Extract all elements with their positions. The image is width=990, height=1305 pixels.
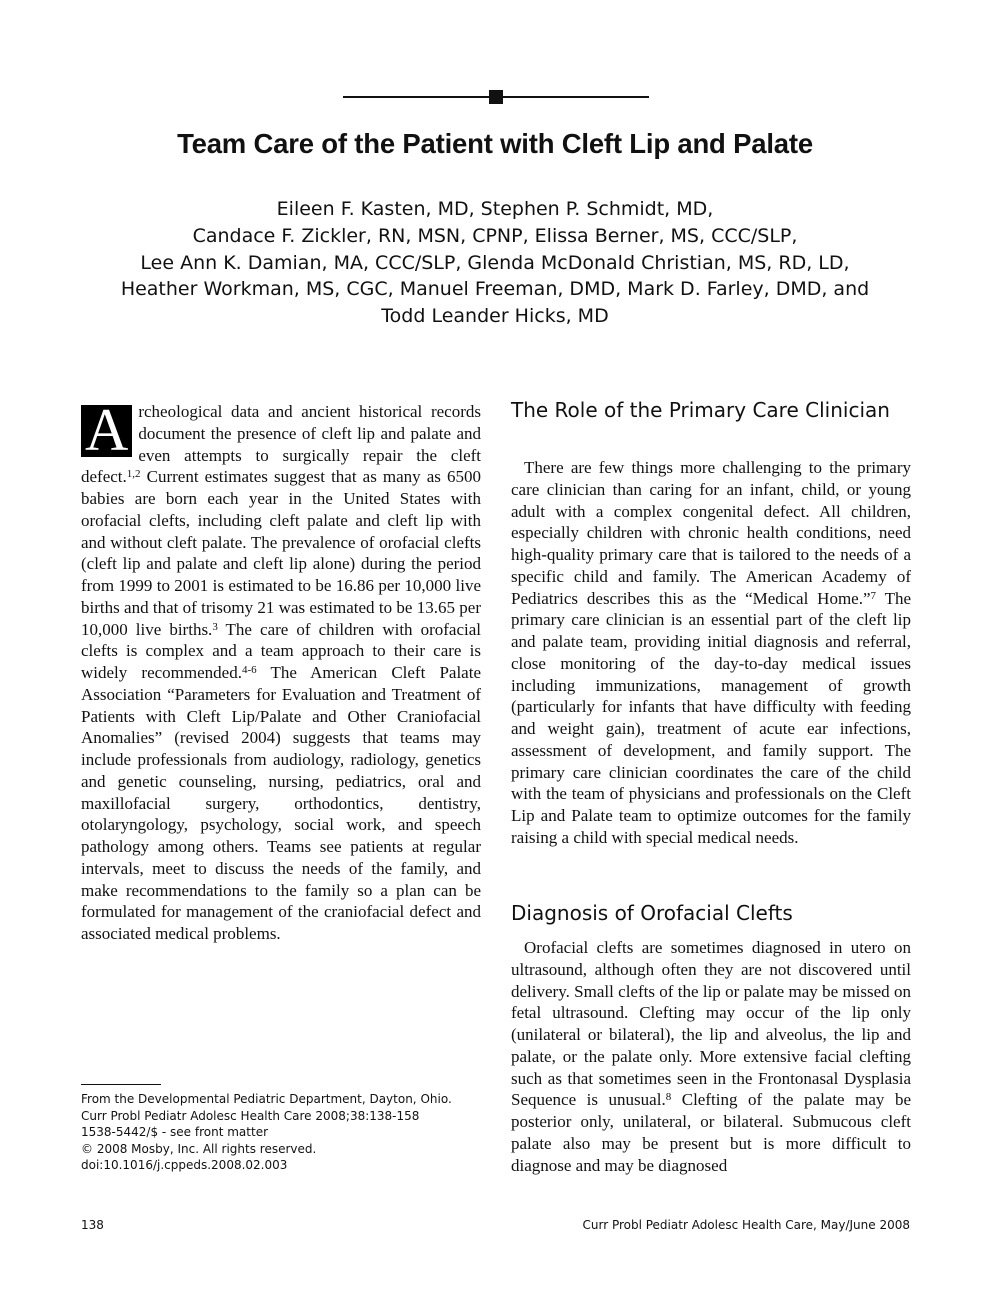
section-heading-diagnosis: Diagnosis of Orofacial Clefts bbox=[511, 901, 793, 925]
author-line: Lee Ann K. Damian, MA, CCC/SLP, Glenda McDonald Christian, MS, RD, LD, bbox=[140, 251, 850, 274]
intro-text: Current estimates suggest that as many as 6500 babies are born each year in the United States with orofacial clefts, including cleft palate and cleft lip with and without cleft palate. The prevalence of orofacial clefts (cleft lip and palate and cleft lip alone) during the period from 1999 to 2001 is estimated to be 16.86 per 10,000 live births and that of trisomy 21 was estimated to be 13.65 per 10,000 live births. bbox=[81, 467, 481, 639]
footnote-citation: Curr Probl Pediatr Adolesc Health Care 2008;38:138-158 bbox=[81, 1108, 420, 1123]
body-text: The primary care clinician is an essential part of the cleft lip and palate team, providing initial diagnosis and referral, close monitoring of the day-to-day medical issues including immunizations, management of growth (particularly for infants that have difficulty with feeding and weight gain), treatment of acute ear infections, assessment of development, and family support. The primary care clinician coordinates the care of the child with the team of physicians and professionals on the Cleft Lip and Palate team to optimize outcomes for the family raising a child with special medical needs. bbox=[511, 588, 911, 847]
author-line: Heather Workman, MS, CGC, Manuel Freeman, DMD, Mark D. Farley, DMD, and bbox=[120, 278, 870, 301]
citation-ref[interactable]: 3 bbox=[212, 620, 218, 633]
author-list bbox=[60, 196, 930, 330]
ornament-left-rule bbox=[343, 96, 489, 98]
body-text: Orofacial clefts are sometimes diagnosed in utero on ultrasound, although often they are not discovered until delivery. Small clefts of the lip or palate may be missed on fetal ultrasound. Clefting may occur of the lip only (unilateral or bilateral), the lip and alveolus, the lip and palate, or the palate only. More extensive facial clefting such as that sometimes seen in the Frontonasal Dysplasia Sequence is unusual. bbox=[511, 938, 911, 1110]
footnote-copyright: © 2008 Mosby, Inc. All rights reserved. bbox=[81, 1141, 317, 1156]
citation-ref[interactable]: 8 bbox=[665, 1091, 672, 1104]
running-footer: Curr Probl Pediatr Adolesc Health Care, May/June 2008 bbox=[582, 1218, 910, 1232]
intro-text: The care of children with orofacial clefts is complex and a team approach to their care is widely recommended. bbox=[81, 619, 481, 682]
primary-care-section bbox=[511, 457, 911, 849]
body-text: Clefting of the palate may be posterior only, unilateral, or bilateral. Submucous cleft palate also may be present but is more difficult to diagnose and may be diagnosed bbox=[511, 1090, 912, 1175]
article-title: Team Care of the Patient with Cleft Lip and Palate bbox=[177, 128, 813, 159]
footnote-doi[interactable]: doi:10.1016/j.cppeds.2008.02.003 bbox=[81, 1158, 288, 1172]
author-line: Eileen F. Kasten, MD, Stephen P. Schmidt, MD, bbox=[276, 198, 714, 220]
section-heading-primary-care: The Role of the Primary Care Clinician bbox=[511, 398, 890, 422]
footnote-rule bbox=[81, 1084, 161, 1085]
footnote-affiliation: From the Developmental Pediatric Department, Dayton, Ohio. bbox=[81, 1092, 452, 1106]
citation-ref[interactable]: 7 bbox=[870, 589, 877, 602]
drop-cap: A bbox=[81, 405, 132, 457]
intro-text: rcheological data and ancient historical records document the presence of cleft lip and palate and even attempts to surgically repair the cleft defect. bbox=[81, 402, 481, 487]
citation-ref[interactable]: 4-6 bbox=[241, 664, 257, 676]
footnote-issn: 1538-5442/$ - see front matter bbox=[81, 1125, 269, 1139]
body-text: There are few things more challenging to the primary care clinician than caring for an infant, child, or young adult with a complex congenital defect. All children, especially children with chronic health conditions, need high-quality primary care that is tailored to the needs of a specific child and family. The American Academy of Pediatrics describes this as the “Medical Home.” bbox=[511, 458, 911, 608]
body-paragraph bbox=[511, 937, 911, 1176]
title-ornament bbox=[343, 90, 649, 104]
ornament-square bbox=[489, 90, 503, 104]
intro-column bbox=[81, 397, 481, 945]
body-paragraph bbox=[511, 457, 911, 849]
intro-paragraph bbox=[81, 397, 481, 945]
page-number: 138 bbox=[81, 1218, 104, 1232]
author-line: Todd Leander Hicks, MD bbox=[381, 305, 609, 328]
citation-ref[interactable]: 1,2 bbox=[126, 468, 141, 481]
ornament-right-rule bbox=[503, 96, 649, 98]
footnotes bbox=[81, 1091, 501, 1174]
diagnosis-section bbox=[511, 937, 911, 1176]
intro-text: The American Cleft Palate Association “Parameters for Evaluation and Treatment of Patients with Cleft Lip/Palate and Other Craniofacial Anomalies” (revised 2004) suggests that teams may include professionals from audiology, radiology, genetics and genetic counseling, nursing, pediatrics, oral and maxillofacial surgery, orthodontics, dentistry, otolaryngology, psychology, social work, and speech pathology among others. Teams see patients at regular intervals, meet to discuss the needs of the family, and make recommendations to the family so a plan can be formulated for management of the craniofacial defect and associated medical problems. bbox=[81, 663, 481, 943]
author-line: Candace F. Zickler, RN, MSN, CPNP, Elissa Berner, MS, CCC/SLP, bbox=[192, 224, 798, 247]
